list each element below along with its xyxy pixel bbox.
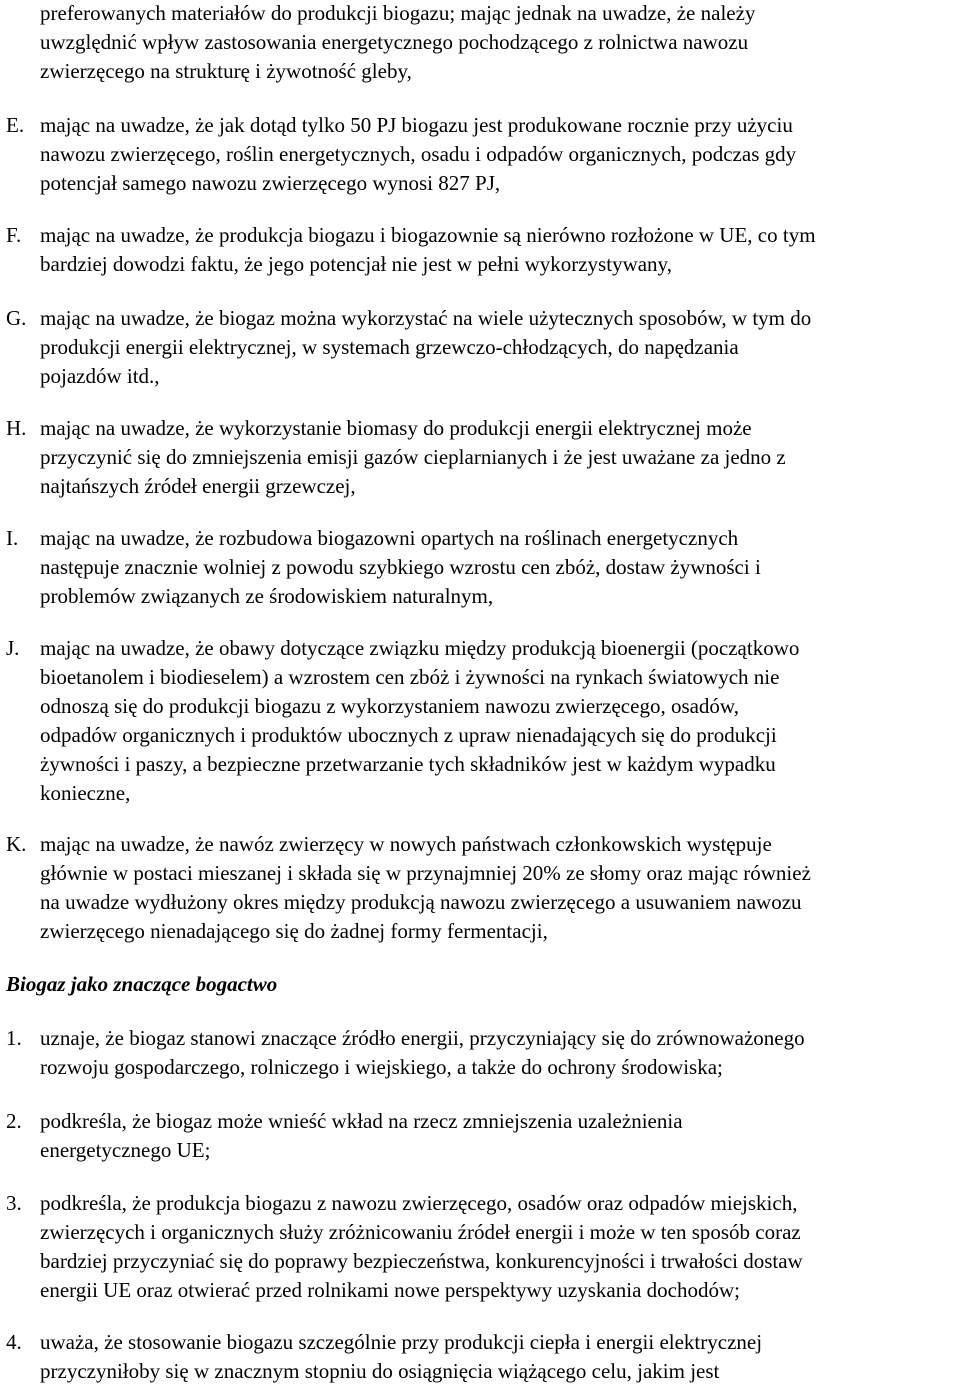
- point-marker: 3.: [6, 1191, 22, 1215]
- recital-marker: E.: [6, 113, 25, 137]
- text-line: odpadów organicznych i produktów ubocznych z upraw nienadających się do produkcji: [40, 723, 777, 747]
- recital-marker: F.: [6, 223, 22, 247]
- text-line: przyczynić się do zmniejszenia emisji gazów cieplarnianych i że jest uważane za jedno z: [40, 445, 786, 469]
- text-line: konieczne,: [40, 781, 131, 805]
- point-marker: 1.: [6, 1026, 22, 1050]
- text-line: bardziej dowodzi faktu, że jego potencjał nie jest w pełni wykorzystywany,: [40, 252, 672, 276]
- text-line: uznaje, że biogaz stanowi znaczące źródło energii, przyczyniający się do zrównoważonego: [40, 1026, 805, 1050]
- text-line: potencjał samego nawozu zwierzęcego wynosi 827 PJ,: [40, 171, 501, 195]
- text-line: mając na uwadze, że nawóz zwierzęcy w nowych państwach członkowskich występuje: [40, 832, 772, 856]
- text-line: żywności i paszy, a bezpieczne przetwarzanie tych składników jest w każdym wypadku: [40, 752, 776, 776]
- text-line: następuje znacznie wolniej z powodu szybkiego wzrostu cen zbóż, dostaw żywności i: [40, 555, 761, 579]
- text-line: najtańszych źródeł energii grzewczej,: [40, 474, 356, 498]
- point-marker: 4.: [6, 1330, 22, 1354]
- text-line: przyczyniłoby się w znacznym stopniu do osiągnięcia wiążącego celu, jakim jest: [40, 1359, 720, 1383]
- recital-marker: G.: [6, 306, 27, 330]
- recital-marker: I.: [6, 526, 19, 550]
- text-line: bardziej przyczyniać się do poprawy bezpieczeństwa, konkurencyjności i trwałości dostaw: [40, 1249, 803, 1273]
- text-line: uważa, że stosowanie biogazu szczególnie przy produkcji ciepła i energii elektrycznej: [40, 1330, 763, 1354]
- text-line: pojazdów itd.,: [40, 364, 160, 388]
- text-line: na uwadze wydłużony okres między produkcją nawozu zwierzęcego a usuwaniem nawozu: [40, 890, 802, 914]
- text-line: energetycznego UE;: [40, 1138, 211, 1162]
- text-line: zwierzęcego na strukturę i żywotność gleby,: [40, 59, 412, 83]
- text-line: zwierzęcego nienadającego się do żadnej formy fermentacji,: [40, 919, 548, 943]
- text-line: produkcji energii elektrycznej, w systemach grzewczo-chłodzących, do napędzania: [40, 335, 739, 359]
- text-line: mając na uwadze, że produkcja biogazu i biogazownie są nierówno rozłożone w UE, co tym: [40, 223, 816, 247]
- text-line: mając na uwadze, że wykorzystanie biomasy do produkcji energii elektrycznej może: [40, 416, 752, 440]
- point-marker: 2.: [6, 1109, 22, 1133]
- text-line: uwzględnić wpływ zastosowania energetycznego pochodzącego z rolnictwa nawozu: [40, 30, 749, 54]
- recital-marker: J.: [6, 636, 20, 660]
- text-line: mając na uwadze, że rozbudowa biogazowni opartych na roślinach energetycznych: [40, 526, 739, 550]
- text-line: zwierzęcych i organicznych służy zróżnicowaniu źródeł energii i może w ten sposób coraz: [40, 1220, 801, 1244]
- text-line: problemów związanych ze środowiskiem naturalnym,: [40, 584, 494, 608]
- recital-marker: H.: [6, 416, 27, 440]
- section-heading: Biogaz jako znaczące bogactwo: [6, 972, 278, 996]
- text-line: mając na uwadze, że obawy dotyczące związku między produkcją bioenergii (początkowo: [40, 636, 800, 660]
- text-line: rozwoju gospodarczego, rolniczego i wiejskiego, a także do ochrony środowiska;: [40, 1055, 723, 1079]
- recital-marker: K.: [6, 832, 27, 856]
- text-line: mając na uwadze, że jak dotąd tylko 50 PJ biogazu jest produkowane rocznie przy użyciu: [40, 113, 793, 137]
- text-line: energii UE oraz otwierać przed rolnikami nowe perspektywy uzyskania dochodów;: [40, 1278, 740, 1302]
- text-line: odnoszą się do produkcji biogazu z wykorzystaniem nawozu zwierzęcego, osadów,: [40, 694, 739, 718]
- text-line: podkreśla, że produkcja biogazu z nawozu zwierzęcego, osadów oraz odpadów miejskich,: [40, 1191, 798, 1215]
- text-line: nawozu zwierzęcego, roślin energetycznych, osadu i odpadów organicznych, podczas gdy: [40, 142, 797, 166]
- text-line: preferowanych materiałów do produkcji biogazu; mając jednak na uwadze, że należy: [40, 1, 756, 25]
- text-line: bioetanolem i biodieselem) a wzrostem cen zbóż i żywności na rynkach światowych nie: [40, 665, 780, 689]
- text-line: podkreśla, że biogaz może wnieść wkład na rzecz zmniejszenia uzależnienia: [40, 1109, 683, 1133]
- text-line: mając na uwadze, że biogaz można wykorzystać na wiele użytecznych sposobów, w tym do: [40, 306, 812, 330]
- text-line: głównie w postaci mieszanej i składa się w przynajmniej 20% ze słomy oraz mając również: [40, 861, 811, 885]
